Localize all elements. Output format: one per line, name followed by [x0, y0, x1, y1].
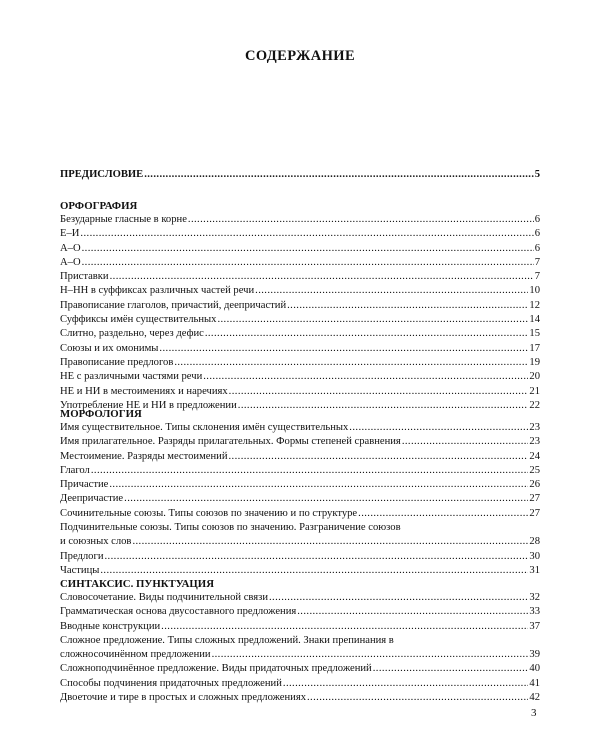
toc-entry [60, 242, 540, 256]
toc-leader-dots [229, 385, 529, 399]
toc-entry [60, 313, 540, 327]
toc-leader-dots [402, 435, 529, 449]
toc-entry-page: 39 [529, 649, 540, 661]
toc-entry [60, 270, 540, 284]
toc-entry [60, 492, 540, 506]
toc-leader-dots [144, 168, 534, 182]
toc-entry [60, 421, 540, 435]
toc-entry-title: Употребление НЕ и НИ в предложении [60, 399, 237, 411]
toc-entry [60, 342, 540, 356]
toc-entry-page: 32 [529, 592, 540, 603]
toc-entry-page: 27 [529, 493, 540, 505]
toc-section-morphology [60, 407, 540, 578]
toc-entry-title: Суффиксы имён существительных [60, 314, 217, 326]
toc-entry-page: 31 [529, 564, 540, 576]
toc-entry-page: 28 [529, 536, 540, 548]
toc-entry-title: Предлоги [60, 550, 104, 562]
toc-leader-dots [110, 270, 534, 284]
toc-entry-title: НЕ с различными частями речи [60, 371, 203, 383]
toc-entry-title: А–О [60, 242, 81, 254]
toc-entry-page: 24 [529, 450, 540, 462]
toc-leader-dots [287, 299, 528, 313]
toc-entry-title: Глагол [60, 464, 90, 476]
toc-entry-title: Вводные конструкции [60, 620, 161, 632]
toc-leader-dots [349, 421, 528, 435]
toc-entry-page: 41 [529, 677, 540, 689]
toc-entry-title: Приставки [60, 271, 109, 283]
toc-section-orthography [60, 199, 540, 413]
toc-entry [60, 662, 540, 676]
toc-entry-page: 42 [529, 692, 540, 704]
toc-entry-title: Правописание глаголов, причастий, деепричастий [60, 299, 287, 311]
toc-entry-preface [60, 168, 540, 182]
toc-leader-dots [105, 550, 529, 564]
toc-entry-title: Сложное предложение. Типы сложных предложений. Знаки препинания в [60, 634, 394, 646]
toc-leader-dots [159, 342, 528, 356]
toc-leader-dots [297, 605, 528, 619]
toc-entry [60, 450, 540, 464]
toc-entry-page: 27 [529, 507, 540, 519]
toc-leader-dots [203, 370, 528, 384]
toc-entry [60, 620, 540, 634]
toc-entry-page: 7 [534, 256, 540, 268]
toc-entry-page: 37 [529, 620, 540, 632]
toc-entry-page: 40 [529, 663, 540, 675]
toc-entry-page: 6 [534, 214, 540, 225]
toc-entry-title: Имя существительное. Типы склонения имён существительных [60, 422, 349, 433]
toc-entry-page: 21 [529, 385, 540, 397]
toc-entry [60, 227, 540, 241]
toc-entry-title: Подчинительные союзы. Типы союзов по значению. Разграничение союзов [60, 522, 401, 534]
toc-entry-title: Безударные гласные в корне [60, 214, 187, 225]
toc-entry [60, 507, 540, 521]
toc-entry [60, 634, 540, 663]
toc-entry-title: Правописание предлогов [60, 356, 174, 368]
toc-entry [60, 435, 540, 449]
toc-leader-dots [255, 284, 528, 298]
toc-entry [60, 299, 540, 313]
toc-entry [60, 327, 540, 341]
toc-entry-page: 6 [534, 242, 540, 254]
toc-leader-dots [132, 535, 528, 549]
toc-leader-dots [124, 492, 528, 506]
toc-entry [60, 591, 540, 605]
page-title: СОДЕРЖАНИЕ [244, 48, 356, 64]
toc-entry-title: Двоеточие и тире в простых и сложных предложениях [60, 692, 306, 704]
toc-entry-page: 30 [529, 550, 540, 562]
toc-entry [60, 213, 540, 227]
toc-entry-page: 20 [529, 371, 540, 383]
toc-entry-page: 10 [529, 285, 540, 297]
toc-leader-dots [174, 356, 528, 370]
toc-entry-title: Слитно, раздельно, через дефис [60, 328, 204, 340]
toc-entry-page: 19 [529, 356, 540, 368]
toc-entry-title: Причастие [60, 479, 109, 491]
toc-entry-title-line2: сложносочинённом предложении [60, 649, 211, 661]
toc-entry [60, 256, 540, 270]
toc-entry-continuation [60, 648, 540, 662]
toc-entry-title: Союзы и их омонимы [60, 342, 159, 354]
toc-entry [60, 550, 540, 564]
toc-entry-page: 7 [534, 271, 540, 283]
toc-entry-page: 17 [529, 342, 540, 354]
toc-leader-dots [217, 313, 528, 327]
toc-entry [60, 478, 540, 492]
toc-entry [60, 464, 540, 478]
toc-entry-title: Местоимение. Разряды местоимений [60, 450, 228, 462]
toc-entry-page: 14 [529, 314, 540, 326]
toc-entry-page: 25 [529, 464, 540, 476]
toc-entry-title: Н–НН в суффиксах различных частей речи [60, 285, 255, 297]
toc-entry-page: 23 [529, 436, 540, 448]
toc-entry [60, 385, 540, 399]
toc-entry [60, 284, 540, 298]
toc-entry-title: Деепричастие [60, 493, 124, 505]
toc-leader-dots [80, 227, 533, 241]
toc-entry-page: 6 [534, 228, 540, 240]
toc-entry-title: Способы подчинения придаточных предложений [60, 677, 282, 689]
toc-leader-dots [82, 256, 534, 270]
section-heading: ОРФОГРАФИЯ [60, 200, 138, 212]
toc-entry-page: 15 [529, 328, 540, 340]
page-number: 3 [531, 707, 537, 719]
toc-leader-dots [283, 677, 529, 691]
toc-leader-dots [358, 507, 528, 521]
toc-entry-title-line2: и союзных слов [60, 536, 132, 548]
toc-entry-page: 5 [534, 169, 540, 180]
toc-entry-title: Частицы [60, 564, 100, 576]
toc-entry-title: Сложноподчинённое предложение. Виды придаточных предложений [60, 663, 372, 675]
toc-entry [60, 691, 540, 705]
toc-entry-title: Словосочетание. Виды подчинительной связи [60, 592, 268, 603]
toc-entry [60, 370, 540, 384]
toc-entry-title: Сочинительные союзы. Типы союзов по значению и по структуре [60, 507, 358, 519]
toc-entry-title: Е–И [60, 228, 80, 240]
toc-entry-page: 12 [529, 299, 540, 311]
toc-leader-dots [82, 242, 534, 256]
toc-leader-dots [373, 662, 529, 676]
toc-preface [60, 168, 540, 182]
toc-entry-page: 22 [529, 399, 540, 411]
toc-leader-dots [307, 691, 528, 705]
toc-leader-dots [205, 327, 529, 341]
toc-section-syntax [60, 577, 540, 705]
section-heading: СИНТАКСИС. ПУНКТУАЦИЯ [60, 578, 215, 590]
toc-entry-continuation [60, 535, 540, 549]
toc-entry-page: 33 [529, 606, 540, 618]
toc-entry-title: Имя прилагательное. Разряды прилагательных. Формы степеней сравнения [60, 436, 401, 448]
toc-leader-dots [269, 591, 528, 605]
toc-entry [60, 605, 540, 619]
toc-entry-title: А–О [60, 256, 81, 268]
toc-leader-dots [161, 620, 528, 634]
toc-leader-dots [229, 450, 529, 464]
toc-entry-page: 23 [529, 422, 540, 433]
toc-entry [60, 677, 540, 691]
toc-entry [60, 356, 540, 370]
toc-entry-title: НЕ и НИ в местоимениях и наречиях [60, 385, 228, 397]
toc-entry [60, 521, 540, 550]
toc-entry-page: 26 [529, 479, 540, 491]
toc-leader-dots [109, 478, 528, 492]
toc-leader-dots [91, 464, 529, 478]
section-heading: МОРФОЛОГИЯ [60, 408, 142, 420]
toc-entry-title: Грамматическая основа двусоставного предложения [60, 606, 297, 618]
toc-leader-dots [212, 648, 529, 662]
toc-entry-title: ПРЕДИСЛОВИЕ [60, 169, 144, 180]
toc-leader-dots [188, 213, 534, 227]
